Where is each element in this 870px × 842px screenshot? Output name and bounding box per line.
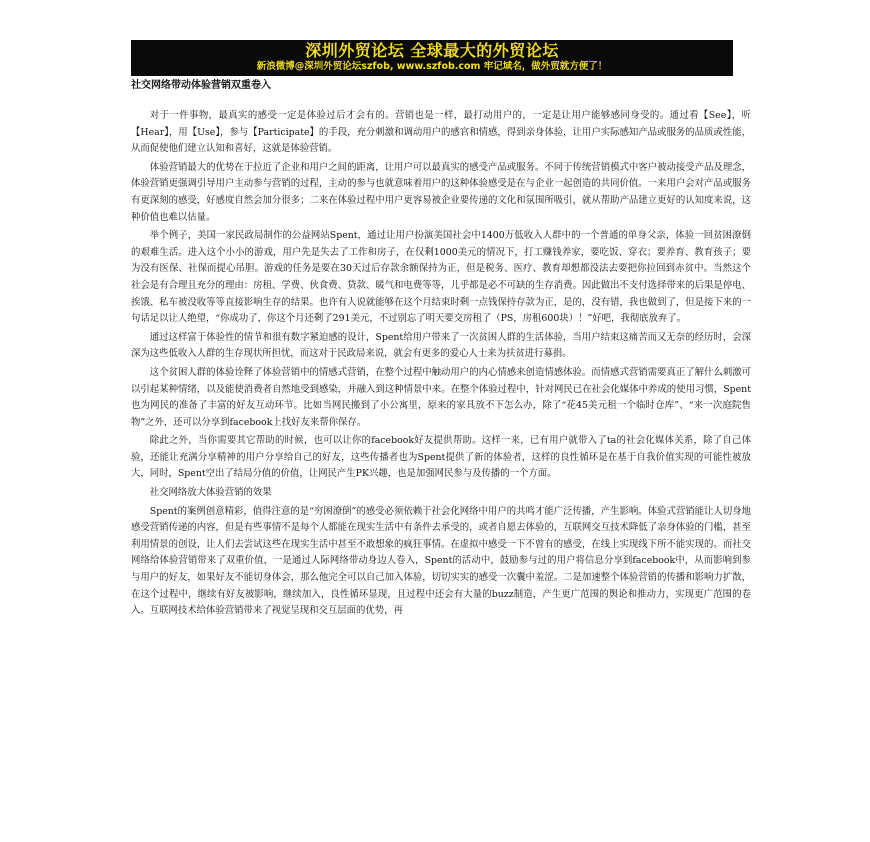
document-title: 社交网络带动体验营销双重卷入 (131, 80, 271, 91)
section-heading: 社交网络放大体验营销的效果 (149, 487, 272, 499)
header-banner (131, 40, 733, 76)
paragraph: 通过这样富于体验性的情节和很有数字紧迫感的设计，Spent给用户带来了一次贫困人群的生活体验，当用户结束这痛苦而又无奈的经历时，会深深为这些低收入人群的生存现状所担忧，而这对于民政局来说，就会有更多的爱心人士来为扶贫进行募捐。 (131, 331, 751, 360)
paragraph: 对于一件事物，最真实的感受一定是体验过后才会有的。营销也是一样，最打动用户的，一定是让用户能够感同身受的。通过看【See】，听【Hear】，用【Use】，参与【Participate】的手段，充分刺激和调动用户的感官和情感，得到亲身体验，让用户实际感知产品或服务的品质或性能，从而促使他们建立认知和喜好，这就是体验营销。 (131, 110, 751, 155)
paragraph: 举个例子，美国一家民政局制作的公益网站Spent，通过让用户扮演美国社会中1400万低收入人群中的一个普通的单身父亲，体验一回贫困潦倒的艰难生活。进入这个小小的游戏，用户先是失去了工作和房子，在仅剩1000美元的情况下，打工赚钱养家，要吃饭、穿衣；要养育、教育孩子；要为没有医保、社保而提心吊胆。游戏的任务是要在30天过后存款余额保持为正，但是税务、医疗、教育却想都没法去要把你拉回到赤贫中。当然这个社会是有合理且充分的理由：房租、学费、伙食费、贷款、暖气和电费等等，儿乎都是必不可缺的生存消费。因此做出不支付选择带来的后果是停电、挨饿、私车被没收等等直接影响生存的结果。也许有人说就能够在这个月结束时剩一点钱保持存款为正，是的，没有错，我也做到了，但是接下来的一句话足以让人绝望，“你成功了，你这个月还剩了291美元，不过别忘了明天要交房租了（PS，房租600块）！”好吧，我彻底放弃了。 (131, 230, 751, 325)
paragraph: Spent的案例创意精彩，值得注意的是“穷困潦倒”的感受必须依赖于社会化网络中用户的共鸣才能广泛传播，产生影响。体验式营销能让人切身地感受营销传递的内容，但是有些事情不是每个人都能在现实生活中有条件去承受的，或者自愿去体验的，互联网交互技术降低了亲身体验的门槛，甚至利用情景的创设，让人们去尝试这些在现实生活中甚至不敢想象的疯狂事情。在虚拟中感受一下不曾有的感受，在线上实现线下所不能实现的。而社交网络给体验营销带来了双重价值，一是通过人际网络带动身边人卷入，Spent的活动中，鼓励参与过的用户将信息分享到facebook中，从而影响到参与用户的好友，如果好友不能切身体会，那么他完全可以自己加入体验，切切实实的感受一次囊中羞涩。二是加速整个体验营销的传播和影响力扩散，在这个过程中，继续有好友被影响，继续加入，良性循环显现，且过程中还会有大量的buzz制造，产生更广范围的舆论和推动力，实现更广范围的卷入。互联网技术给体验营销带来了视觉呈现和交互层面的优势，再 (131, 505, 751, 617)
document-body (131, 108, 751, 622)
paragraph: 除此之外，当你需要其它帮助的时候，也可以让你的facebook好友提供帮助。这样一来，已有用户就带入了ta的社会化媒体关系，除了自己体验，还能让充满分享精神的用户分享给自己的好友，这些传播者也为Spent提供了新的体验者，这样的良性循环是在基于自我价值实现的可能性被放大，同时，Spent空出了结局分值的价值，让网民产生PK兴趣，也是加强网民参与及传播的一个方面。 (131, 435, 751, 480)
banner-subtitle: 新浪微博@深圳外贸论坛szfob, www.szfob.com 牢记域名，做外贸就方便了！ (256, 61, 608, 72)
paragraph: 这个贫困人群的体验诠释了体验营销中的情感式营销，在整个过程中触动用户的内心情感来创造情感体验。而情感式营销需要真正了解什么刺激可以引起某种情绪，以及能使消费者自然地受到感染，并融入到这种情景中来。在整个体验过程中，针对网民已在社会化媒体中养成的使用习惯，Spent也为网民的准备了丰富的好友互动环节。比如当网民搬到了小公寓里，原来的家具放不下怎么办，除了“花45美元租一个临时仓库”、“来一次庭院售物”之外，还可以分享到facebook上找好友来帮你保存。 (131, 366, 751, 428)
paragraph: 体验营销最大的优势在于拉近了企业和用户之间的距离，让用户可以最真实的感受产品或服务。不同于传统营销模式中客户被动接受产品及理念，体验营销更强调引导用户主动参与营销的过程，主动的参与也就意味着用户的这种体验感受是在与企业一起创造的共同价值。一来用户会对产品或服务有更深刻的感受，好感度自然会加分很多；二来在体验过程中用户更容易被企业要传递的文化和氛围所吸引，就从帮助产品建立更好的认知度来说，这种价值也难以估量。 (131, 161, 751, 223)
banner-title: 深圳外贸论坛 全球最大的外贸论坛 (305, 41, 559, 60)
